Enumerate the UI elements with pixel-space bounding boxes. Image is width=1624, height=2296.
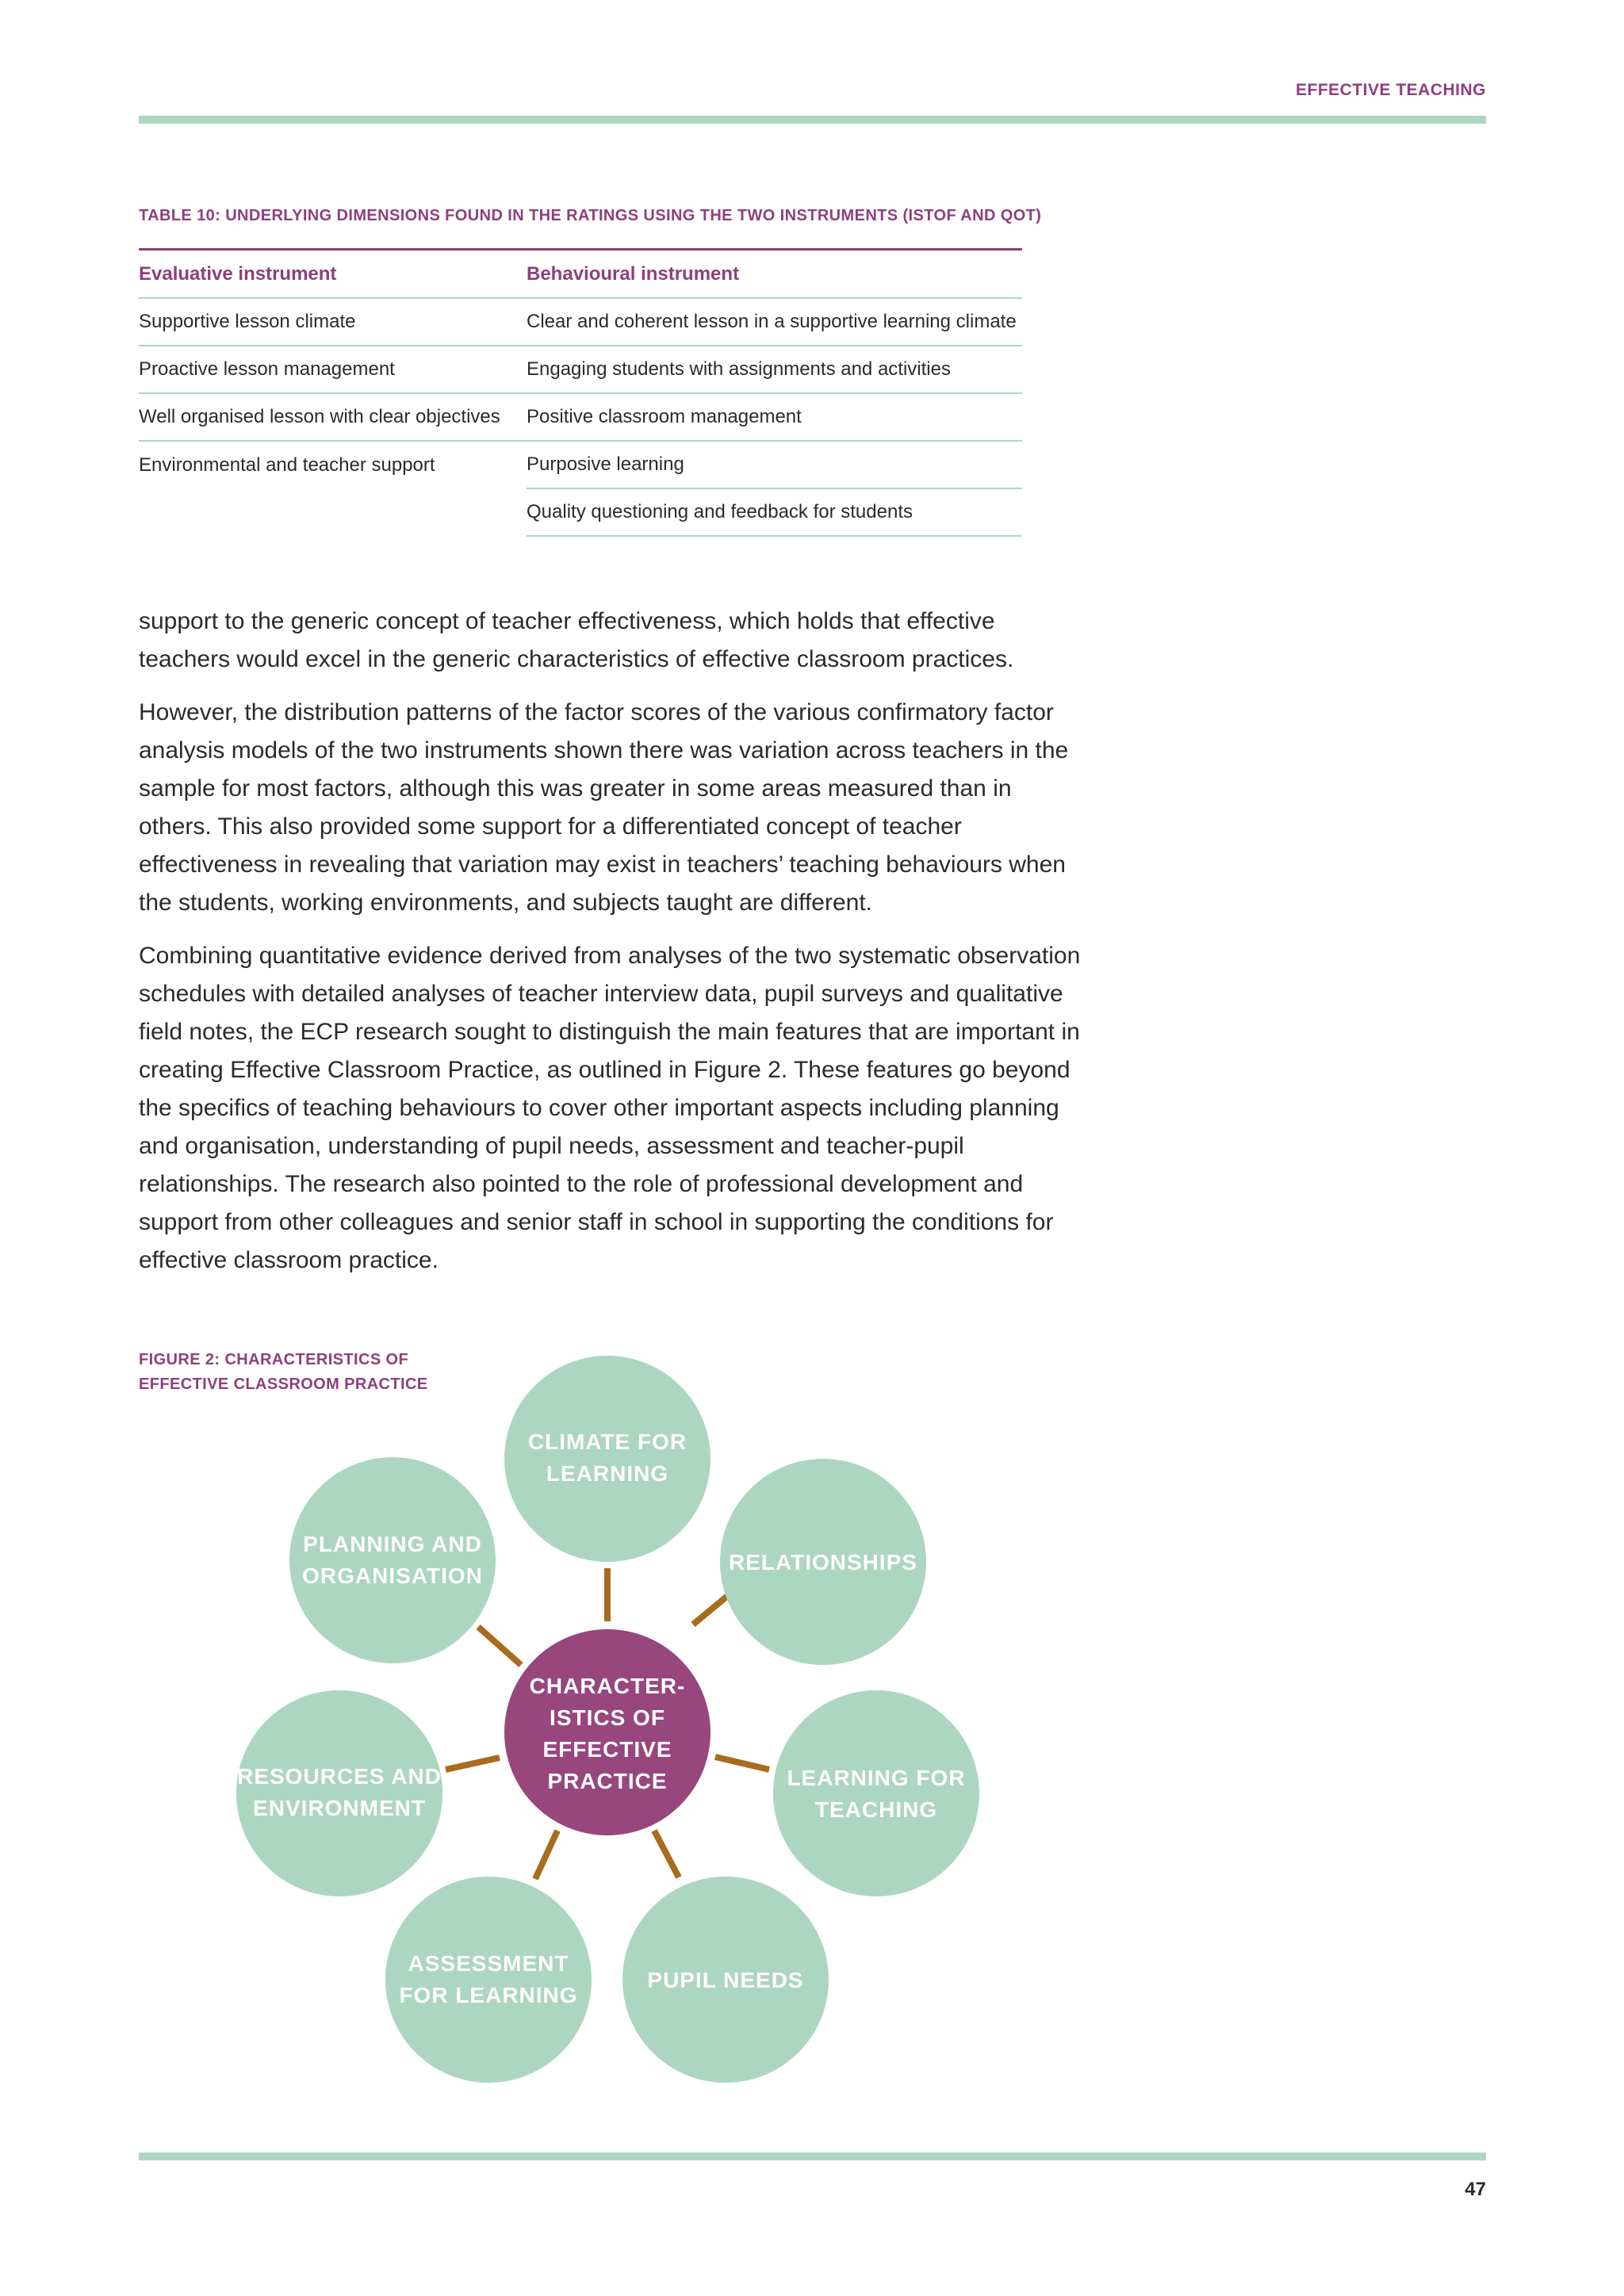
node-label: RESOURCES AND xyxy=(237,1764,442,1789)
center-circle xyxy=(504,1629,710,1835)
connector-learning-for-teaching xyxy=(715,1757,769,1770)
table-cell xyxy=(139,488,527,536)
body-text xyxy=(139,603,1082,1295)
node-center-characteristics xyxy=(504,1629,710,1835)
node-planning-and-organisation xyxy=(289,1457,496,1663)
node-label: PUPIL NEEDS xyxy=(647,1968,804,1992)
node-label: CLIMATE FOR xyxy=(527,1429,688,1454)
table-header-row xyxy=(139,250,1022,299)
table-row xyxy=(139,488,1022,536)
table-cell: Environmental and teacher support xyxy=(139,453,435,476)
node-resources-and-environment xyxy=(236,1690,442,1896)
center-label: CHARACTER- xyxy=(529,1674,686,1698)
column-header-behavioural: Behavioural instrument xyxy=(527,250,1022,299)
node-pupil-needs xyxy=(622,1877,829,2083)
node-circle xyxy=(385,1877,592,2083)
top-rule xyxy=(139,116,1486,124)
table-cell: Clear and coherent lesson in a supportive learning climate xyxy=(527,298,1022,346)
page-number: 47 xyxy=(1465,2179,1486,2200)
figure-caption-line: FIGURE 2: CHARACTERISTICS OF xyxy=(139,1351,409,1368)
node-label: ASSESSMENT xyxy=(408,1951,569,1976)
node-circle xyxy=(504,1356,710,1562)
table-row xyxy=(139,393,1022,441)
node-relationships xyxy=(720,1459,926,1665)
characteristics-diagram xyxy=(230,1348,1007,2093)
figure-caption-line: EFFECTIVE CLASSROOM PRACTICE xyxy=(139,1376,428,1393)
center-label: ISTICS OF xyxy=(550,1705,665,1730)
node-label: ENVIRONMENT xyxy=(253,1796,426,1820)
connector-resources xyxy=(446,1758,500,1770)
table-row xyxy=(139,441,1022,488)
node-circle xyxy=(236,1690,442,1896)
paragraph: support to the generic concept of teacher effectiveness, which holds that effective teachers would excel in the generic characteristics of effective classroom practices. xyxy=(139,608,1014,672)
table-cell: Engaging students with assignments and activities xyxy=(527,346,1022,393)
table-cell: Purposive learning xyxy=(527,441,1022,488)
node-label: LEARNING FOR xyxy=(787,1766,966,1790)
paragraph: Combining quantitative evidence derived from analyses of the two systematic observation schedules with detailed analyses of teacher interview data, pupil surveys and qualitative field notes, the ECP research sought to distinguish the main features that are important in creating Effective Classroom Practice, as outlined in Figure 2. These features go beyond the specifics of teaching behaviours to cover other important aspects including planning and organisation, understanding of pupil needs, assessment and teacher-pupil relationships. The research also pointed to the role of professional development and support from other colleagues and senior staff in school in supporting the conditions for effective classroom practice. xyxy=(139,943,1081,1273)
node-label: FOR LEARNING xyxy=(399,1983,578,2007)
dimensions-table xyxy=(139,248,1022,537)
table-caption: TABLE 10: UNDERLYING DIMENSIONS FOUND IN THE RATINGS USING THE TWO INSTRUMENTS (ISTOF AND QOT) xyxy=(139,207,1042,224)
table-cell: Proactive lesson management xyxy=(139,346,527,393)
connector-pupil-needs xyxy=(654,1831,679,1877)
table-cell: Well organised lesson with clear objectives xyxy=(139,393,527,441)
connector-assessment xyxy=(535,1831,557,1879)
paragraph: However, the distribution patterns of the factor scores of the various confirmatory factor analysis models of the two instruments shown there was variation across teachers in the sample for most factors, although this was greater in some areas measured than in others. This also provided some support for a differentiated concept of teacher effectiveness in revealing that variation may exist in teachers’ teaching behaviours when the students, working environments, and subjects taught are different. xyxy=(139,699,1069,916)
connector-planning xyxy=(478,1627,521,1665)
node-label: RELATIONSHIPS xyxy=(728,1550,918,1575)
table-row xyxy=(139,298,1022,346)
node-label: ORGANISATION xyxy=(302,1563,483,1588)
node-circle xyxy=(289,1457,496,1663)
node-assessment-for-learning xyxy=(385,1877,592,2083)
running-header: EFFECTIVE TEACHING xyxy=(1295,81,1486,99)
table-cell: Positive classroom management xyxy=(527,393,1022,441)
column-header-evaluative: Evaluative instrument xyxy=(139,250,527,299)
center-label: EFFECTIVE xyxy=(542,1737,672,1762)
table-row xyxy=(139,346,1022,393)
node-climate-for-learning xyxy=(504,1356,710,1562)
node-learning-for-teaching xyxy=(773,1690,979,1896)
node-circle xyxy=(773,1690,979,1896)
bottom-rule xyxy=(139,2152,1486,2160)
node-label: PLANNING AND xyxy=(303,1532,482,1556)
node-label: LEARNING xyxy=(546,1461,669,1486)
center-label: PRACTICE xyxy=(547,1769,668,1793)
table-cell: Quality questioning and feedback for students xyxy=(527,488,1022,536)
table-cell: Supportive lesson climate xyxy=(139,298,527,346)
node-label: TEACHING xyxy=(814,1797,938,1822)
